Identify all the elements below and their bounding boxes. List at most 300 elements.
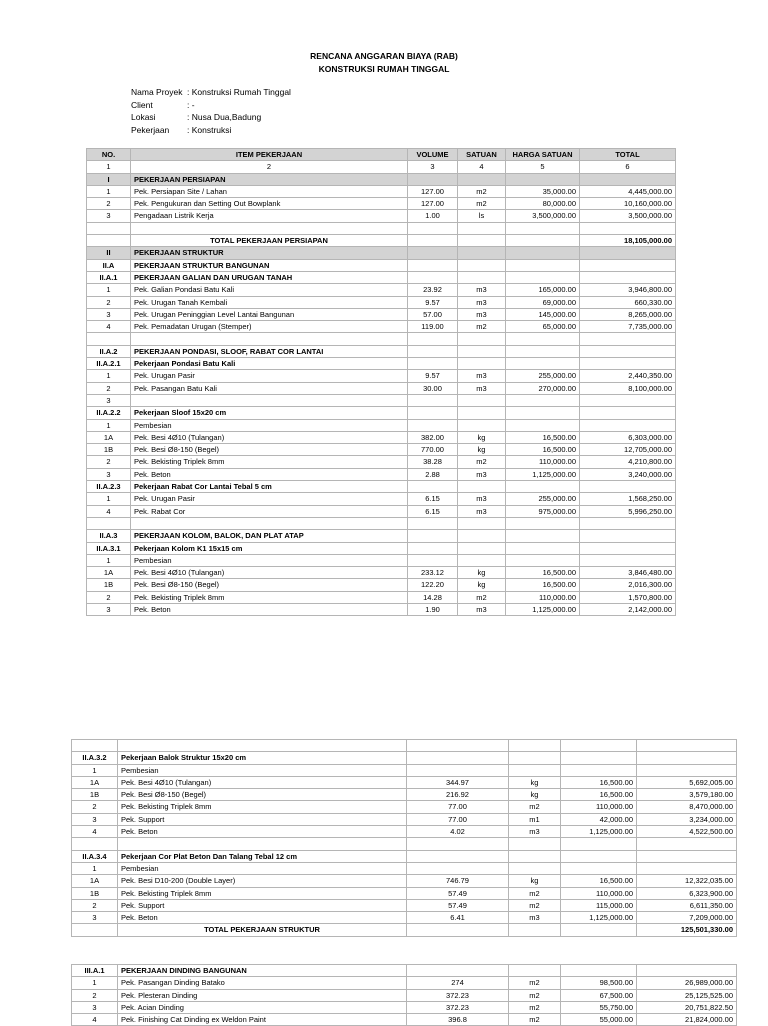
cell-item: Pek. Support bbox=[118, 813, 407, 825]
cell-no bbox=[72, 924, 118, 936]
cell-total: 3,946,800.00 bbox=[580, 284, 676, 296]
cell-total: 8,100,000.00 bbox=[580, 382, 676, 394]
table-row bbox=[72, 924, 737, 936]
cell-item: Pek. Urugan Pasir bbox=[131, 370, 408, 382]
cell-no: 2 bbox=[72, 989, 118, 1001]
cell-no: II.A bbox=[87, 259, 131, 271]
table-row bbox=[87, 591, 676, 603]
cell-volume bbox=[408, 517, 458, 529]
table-row bbox=[87, 210, 676, 222]
cell-volume bbox=[408, 259, 458, 271]
cell-harga-satuan: 16,500.00 bbox=[561, 776, 637, 788]
cell-harga-satuan: 255,000.00 bbox=[506, 370, 580, 382]
table-row bbox=[87, 431, 676, 443]
cell-volume bbox=[408, 394, 458, 406]
cell-harga-satuan bbox=[561, 924, 637, 936]
cell-no: 1B bbox=[72, 789, 118, 801]
cell-satuan: ls bbox=[458, 210, 506, 222]
cell-volume: 57.00 bbox=[408, 308, 458, 320]
cell-item bbox=[131, 222, 408, 234]
cell-harga-satuan: 16,500.00 bbox=[506, 567, 580, 579]
cell-satuan: m3 bbox=[458, 468, 506, 480]
cell-no: II.A.2.2 bbox=[87, 407, 131, 419]
cell-satuan: m3 bbox=[458, 382, 506, 394]
cell-total: 3,579,180.00 bbox=[637, 789, 737, 801]
cell-satuan bbox=[458, 542, 506, 554]
cell-item bbox=[131, 394, 408, 406]
table-row bbox=[87, 308, 676, 320]
cell-item: Pek. Bekisting Triplek 8mm bbox=[131, 591, 408, 603]
cell-satuan bbox=[458, 247, 506, 259]
cell-volume bbox=[408, 271, 458, 283]
cell-total bbox=[580, 542, 676, 554]
cell-volume bbox=[408, 419, 458, 431]
cell-volume: 396.8 bbox=[407, 1014, 509, 1026]
cell-harga-satuan bbox=[506, 259, 580, 271]
cell-volume: 6.15 bbox=[408, 493, 458, 505]
cell-no: II.A.1 bbox=[87, 271, 131, 283]
cell-satuan: m1 bbox=[509, 813, 561, 825]
cell-no: II.A.3.2 bbox=[72, 752, 118, 764]
table-row bbox=[87, 296, 676, 308]
cell-total bbox=[580, 517, 676, 529]
cell-volume: 57.49 bbox=[407, 899, 509, 911]
document-title: RENCANA ANGGARAN BIAYA (RAB) bbox=[310, 51, 458, 61]
meta-value: : Konstruksi Rumah Tinggal bbox=[187, 87, 291, 97]
meta-value: : Konstruksi bbox=[187, 124, 232, 135]
cell-item: Pek. Pasangan Dinding Batako bbox=[118, 977, 407, 989]
cell-no bbox=[87, 235, 131, 247]
cell-satuan bbox=[458, 222, 506, 234]
table-row bbox=[72, 740, 737, 752]
cell-satuan: m2 bbox=[509, 989, 561, 1001]
cell-harga-satuan: 270,000.00 bbox=[506, 382, 580, 394]
cell-harga-satuan bbox=[506, 394, 580, 406]
cell-satuan bbox=[509, 764, 561, 776]
cell-no: 3 bbox=[87, 308, 131, 320]
cell-satuan bbox=[458, 419, 506, 431]
cell-item bbox=[131, 517, 408, 529]
table-row bbox=[72, 801, 737, 813]
table-row bbox=[87, 579, 676, 591]
cell-no: 1A bbox=[87, 431, 131, 443]
table-row bbox=[87, 259, 676, 271]
cell-volume: 6.41 bbox=[407, 912, 509, 924]
cell-satuan: m2 bbox=[458, 456, 506, 468]
cell-item bbox=[118, 838, 407, 850]
cell-harga-satuan: 975,000.00 bbox=[506, 505, 580, 517]
meta-label: Lokasi bbox=[131, 112, 156, 122]
table-row bbox=[87, 271, 676, 283]
table-column-number-row bbox=[87, 161, 676, 173]
cell-no: II.A.2.3 bbox=[87, 481, 131, 493]
cell-no: 3 bbox=[72, 1001, 118, 1013]
table-row bbox=[87, 517, 676, 529]
cell-total bbox=[637, 740, 737, 752]
col-header-harga: HARGA SATUAN bbox=[506, 149, 580, 161]
cell-item: Pek. Pengukuran dan Setting Out Bowplank bbox=[131, 198, 408, 210]
cell-total bbox=[637, 850, 737, 862]
cell-harga-satuan bbox=[561, 740, 637, 752]
cell-volume: 127.00 bbox=[408, 185, 458, 197]
cell-harga-satuan: 80,000.00 bbox=[506, 198, 580, 210]
cell-volume bbox=[408, 247, 458, 259]
cell-no bbox=[72, 838, 118, 850]
cell-satuan bbox=[509, 924, 561, 936]
cell-item: Pembesian bbox=[118, 764, 407, 776]
cell-item: Pekerjaan Sloof 15x20 cm bbox=[131, 407, 408, 419]
cell-total bbox=[580, 247, 676, 259]
cell-total bbox=[580, 358, 676, 370]
cell-item: Pek. Beton bbox=[118, 912, 407, 924]
cell-item: Pek. Plesteran Dinding bbox=[118, 989, 407, 1001]
col-number: 4 bbox=[458, 161, 506, 173]
cell-harga-satuan: 67,500.00 bbox=[561, 989, 637, 1001]
cell-item: Pek. Support bbox=[118, 899, 407, 911]
cell-item: Pembesian bbox=[118, 862, 407, 874]
table-row bbox=[72, 850, 737, 862]
cell-harga-satuan: 69,000.00 bbox=[506, 296, 580, 308]
cell-no bbox=[87, 333, 131, 345]
cell-item: Pek. Bekisting Triplek 8mm bbox=[118, 887, 407, 899]
cell-satuan bbox=[458, 345, 506, 357]
cell-total: 25,125,525.00 bbox=[637, 989, 737, 1001]
cell-harga-satuan bbox=[506, 517, 580, 529]
cell-harga-satuan: 1,125,000.00 bbox=[561, 826, 637, 838]
cell-volume: 57.49 bbox=[407, 887, 509, 899]
cell-total: 3,846,480.00 bbox=[580, 567, 676, 579]
cell-harga-satuan bbox=[506, 481, 580, 493]
cell-satuan bbox=[509, 965, 561, 977]
cell-total bbox=[637, 862, 737, 874]
cell-satuan: m3 bbox=[458, 603, 506, 615]
cell-harga-satuan bbox=[506, 247, 580, 259]
table-row bbox=[87, 444, 676, 456]
cell-satuan bbox=[458, 394, 506, 406]
cell-satuan: m3 bbox=[509, 912, 561, 924]
cell-total: 6,611,350.00 bbox=[637, 899, 737, 911]
col-header-no: NO. bbox=[87, 149, 131, 161]
cell-volume bbox=[408, 173, 458, 185]
cell-no: 2 bbox=[72, 801, 118, 813]
cell-total: 3,240,000.00 bbox=[580, 468, 676, 480]
cell-no: I bbox=[87, 173, 131, 185]
table-row bbox=[72, 887, 737, 899]
table-row bbox=[72, 989, 737, 1001]
cell-item: Pekerjaan Rabat Cor Lantai Tebal 5 cm bbox=[131, 481, 408, 493]
meta-value: : - bbox=[187, 99, 195, 110]
col-number: 3 bbox=[408, 161, 458, 173]
cell-item: Pekerjaan Cor Plat Beton Dan Talang Tebal 12 cm bbox=[118, 850, 407, 862]
cell-volume: 1.90 bbox=[408, 603, 458, 615]
cell-harga-satuan: 1,125,000.00 bbox=[506, 468, 580, 480]
cell-no: 1 bbox=[87, 284, 131, 296]
cell-no: 3 bbox=[87, 603, 131, 615]
cell-no: 1A bbox=[72, 776, 118, 788]
cell-no: 4 bbox=[87, 505, 131, 517]
cell-satuan bbox=[458, 173, 506, 185]
cell-volume bbox=[407, 850, 509, 862]
cell-total: 1,570,800.00 bbox=[580, 591, 676, 603]
table-row bbox=[72, 912, 737, 924]
cell-total bbox=[580, 222, 676, 234]
cell-no: 2 bbox=[87, 296, 131, 308]
cell-satuan: kg bbox=[509, 789, 561, 801]
cell-harga-satuan: 3,500,000.00 bbox=[506, 210, 580, 222]
cell-total bbox=[580, 271, 676, 283]
cell-satuan bbox=[458, 358, 506, 370]
cell-no: 1A bbox=[87, 567, 131, 579]
cell-harga-satuan: 1,125,000.00 bbox=[506, 603, 580, 615]
cell-total: 5,996,250.00 bbox=[580, 505, 676, 517]
cell-item: Pek. Besi D10-200 (Double Layer) bbox=[118, 875, 407, 887]
cell-satuan bbox=[509, 740, 561, 752]
cell-harga-satuan bbox=[561, 850, 637, 862]
rab-table-continued bbox=[71, 739, 737, 937]
cell-satuan bbox=[509, 838, 561, 850]
cell-satuan bbox=[509, 862, 561, 874]
cell-harga-satuan: 1,125,000.00 bbox=[561, 912, 637, 924]
table-row bbox=[87, 185, 676, 197]
cell-item: Pek. Bekisting Triplek 8mm bbox=[131, 456, 408, 468]
cell-harga-satuan: 16,500.00 bbox=[506, 579, 580, 591]
cell-no: 3 bbox=[72, 813, 118, 825]
cell-volume: 38.28 bbox=[408, 456, 458, 468]
cell-no: II.A.3.1 bbox=[87, 542, 131, 554]
cell-satuan: m2 bbox=[509, 887, 561, 899]
cell-total bbox=[637, 838, 737, 850]
cell-no: 4 bbox=[87, 321, 131, 333]
cell-item: Pek. Urugan Tanah Kembali bbox=[131, 296, 408, 308]
col-number: 2 bbox=[131, 161, 408, 173]
cell-harga-satuan bbox=[506, 345, 580, 357]
cell-satuan: m2 bbox=[509, 1014, 561, 1026]
cell-no: 2 bbox=[87, 198, 131, 210]
cell-item bbox=[118, 740, 407, 752]
cell-harga-satuan bbox=[506, 419, 580, 431]
table-row bbox=[87, 468, 676, 480]
cell-item: PEKERJAAN GALIAN DAN URUGAN TANAH bbox=[131, 271, 408, 283]
table-row bbox=[87, 235, 676, 247]
cell-satuan bbox=[458, 259, 506, 271]
table-row bbox=[72, 764, 737, 776]
cell-volume bbox=[408, 407, 458, 419]
table-row bbox=[87, 603, 676, 615]
cell-no: II.A.3.4 bbox=[72, 850, 118, 862]
cell-no: 1A bbox=[72, 875, 118, 887]
cell-item: PEKERJAAN PERSIAPAN bbox=[131, 173, 408, 185]
cell-item: Pek. Urugan Peninggian Level Lantai Bangunan bbox=[131, 308, 408, 320]
cell-no: 2 bbox=[87, 591, 131, 603]
cell-satuan bbox=[458, 517, 506, 529]
table-row bbox=[87, 505, 676, 517]
cell-harga-satuan bbox=[506, 554, 580, 566]
cell-satuan: kg bbox=[509, 875, 561, 887]
table-row bbox=[72, 813, 737, 825]
cell-volume: 122.20 bbox=[408, 579, 458, 591]
cell-item: PEKERJAAN KOLOM, BALOK, DAN PLAT ATAP bbox=[131, 530, 408, 542]
meta-label: Client bbox=[131, 99, 153, 110]
cell-total: 5,692,005.00 bbox=[637, 776, 737, 788]
cell-volume bbox=[408, 235, 458, 247]
cell-satuan: m3 bbox=[458, 308, 506, 320]
table-row bbox=[87, 567, 676, 579]
cell-satuan bbox=[509, 850, 561, 862]
cell-total: 7,209,000.00 bbox=[637, 912, 737, 924]
rab-table-body bbox=[72, 965, 737, 1026]
cell-harga-satuan: 165,000.00 bbox=[506, 284, 580, 296]
table-row bbox=[87, 456, 676, 468]
table-row bbox=[87, 407, 676, 419]
cell-no bbox=[87, 517, 131, 529]
cell-volume bbox=[408, 358, 458, 370]
cell-volume: 23.92 bbox=[408, 284, 458, 296]
rab-table-walls bbox=[71, 964, 737, 1026]
table-row bbox=[72, 977, 737, 989]
cell-item: Pek. Galian Pondasi Batu Kali bbox=[131, 284, 408, 296]
cell-harga-satuan: 110,000.00 bbox=[506, 456, 580, 468]
cell-volume: 2.88 bbox=[408, 468, 458, 480]
cell-total: 125,501,330.00 bbox=[637, 924, 737, 936]
table-row bbox=[72, 776, 737, 788]
cell-item: Pek. Besi 4Ø10 (Tulangan) bbox=[131, 431, 408, 443]
cell-no: 1 bbox=[87, 185, 131, 197]
table-row bbox=[87, 284, 676, 296]
cell-satuan bbox=[458, 554, 506, 566]
cell-item: Pekerjaan Kolom K1 15x15 cm bbox=[131, 542, 408, 554]
cell-volume bbox=[408, 333, 458, 345]
cell-total: 10,160,000.00 bbox=[580, 198, 676, 210]
cell-volume bbox=[408, 554, 458, 566]
cell-volume: 770.00 bbox=[408, 444, 458, 456]
cell-harga-satuan: 110,000.00 bbox=[561, 887, 637, 899]
cell-volume: 9.57 bbox=[408, 370, 458, 382]
cell-harga-satuan: 255,000.00 bbox=[506, 493, 580, 505]
cell-no: 1 bbox=[72, 862, 118, 874]
cell-volume: 274 bbox=[407, 977, 509, 989]
cell-satuan: kg bbox=[458, 431, 506, 443]
cell-harga-satuan: 16,500.00 bbox=[506, 431, 580, 443]
cell-total: 8,470,000.00 bbox=[637, 801, 737, 813]
cell-volume: 746.79 bbox=[407, 875, 509, 887]
table-row bbox=[72, 789, 737, 801]
cell-item: Pek. Bekisting Triplek 8mm bbox=[118, 801, 407, 813]
cell-item: Pek. Besi Ø8-150 (Begel) bbox=[131, 444, 408, 456]
cell-satuan: m2 bbox=[509, 801, 561, 813]
cell-volume bbox=[407, 752, 509, 764]
cell-no: 4 bbox=[72, 826, 118, 838]
cell-volume bbox=[408, 481, 458, 493]
cell-satuan: kg bbox=[509, 776, 561, 788]
cell-satuan: m2 bbox=[509, 1001, 561, 1013]
table-row bbox=[87, 345, 676, 357]
cell-satuan bbox=[458, 481, 506, 493]
cell-no: 1 bbox=[72, 977, 118, 989]
table-row bbox=[72, 875, 737, 887]
col-header-satuan: SATUAN bbox=[458, 149, 506, 161]
cell-item: Pek. Beton bbox=[131, 603, 408, 615]
cell-item: Pek. Besi Ø8-150 (Begel) bbox=[118, 789, 407, 801]
cell-no: 1B bbox=[87, 444, 131, 456]
cell-satuan: m2 bbox=[509, 977, 561, 989]
meta-label: Pekerjaan bbox=[131, 124, 170, 135]
cell-total bbox=[637, 752, 737, 764]
cell-satuan: m3 bbox=[458, 284, 506, 296]
meta-row-work bbox=[131, 124, 291, 137]
cell-item: Pek. Acian Dinding bbox=[118, 1001, 407, 1013]
cell-no: 2 bbox=[72, 899, 118, 911]
cell-harga-satuan bbox=[506, 530, 580, 542]
cell-satuan bbox=[458, 407, 506, 419]
table-row bbox=[87, 321, 676, 333]
cell-satuan bbox=[458, 271, 506, 283]
cell-volume: 77.00 bbox=[407, 801, 509, 813]
rab-table-body bbox=[87, 173, 676, 616]
cell-no: II.A.2 bbox=[87, 345, 131, 357]
cell-item: PEKERJAAN STRUKTUR BANGUNAN bbox=[131, 259, 408, 271]
cell-no: 1 bbox=[87, 554, 131, 566]
cell-item: Pengadaan Listrik Kerja bbox=[131, 210, 408, 222]
table-row bbox=[87, 394, 676, 406]
cell-volume bbox=[408, 542, 458, 554]
col-number: 1 bbox=[87, 161, 131, 173]
cell-harga-satuan bbox=[561, 752, 637, 764]
cell-harga-satuan: 35,000.00 bbox=[506, 185, 580, 197]
cell-total: 6,323,900.00 bbox=[637, 887, 737, 899]
cell-no: 2 bbox=[87, 456, 131, 468]
cell-total bbox=[580, 419, 676, 431]
meta-row-project bbox=[131, 86, 291, 99]
cell-harga-satuan bbox=[561, 764, 637, 776]
cell-harga-satuan: 55,750.00 bbox=[561, 1001, 637, 1013]
cell-harga-satuan: 110,000.00 bbox=[561, 801, 637, 813]
col-number: 5 bbox=[506, 161, 580, 173]
cell-no bbox=[87, 222, 131, 234]
cell-item: PEKERJAAN PONDASI, SLOOF, RABAT COR LANTAI bbox=[131, 345, 408, 357]
cell-item: Pek. Beton bbox=[118, 826, 407, 838]
table-row bbox=[72, 1014, 737, 1026]
cell-total bbox=[580, 173, 676, 185]
cell-no: 1 bbox=[87, 370, 131, 382]
table-row bbox=[87, 530, 676, 542]
cell-harga-satuan bbox=[506, 542, 580, 554]
cell-satuan: m3 bbox=[458, 493, 506, 505]
cell-total: 7,735,000.00 bbox=[580, 321, 676, 333]
cell-total: 18,105,000.00 bbox=[580, 235, 676, 247]
cell-harga-satuan bbox=[506, 407, 580, 419]
table-row bbox=[72, 965, 737, 977]
table-row bbox=[87, 198, 676, 210]
table-row bbox=[72, 838, 737, 850]
cell-satuan bbox=[458, 530, 506, 542]
table-header-row bbox=[87, 149, 676, 161]
cell-total bbox=[637, 764, 737, 776]
rab-table-body bbox=[72, 740, 737, 937]
cell-total bbox=[580, 259, 676, 271]
cell-total bbox=[580, 530, 676, 542]
cell-volume bbox=[407, 862, 509, 874]
cell-total: 26,989,000.00 bbox=[637, 977, 737, 989]
rab-table-main bbox=[86, 148, 676, 616]
cell-total: 3,500,000.00 bbox=[580, 210, 676, 222]
col-header-item: ITEM PEKERJAAN bbox=[131, 149, 408, 161]
cell-harga-satuan bbox=[506, 271, 580, 283]
cell-total: 2,016,300.00 bbox=[580, 579, 676, 591]
cell-total: 6,303,000.00 bbox=[580, 431, 676, 443]
cell-satuan: m2 bbox=[458, 198, 506, 210]
table-row bbox=[72, 826, 737, 838]
cell-harga-satuan bbox=[561, 862, 637, 874]
